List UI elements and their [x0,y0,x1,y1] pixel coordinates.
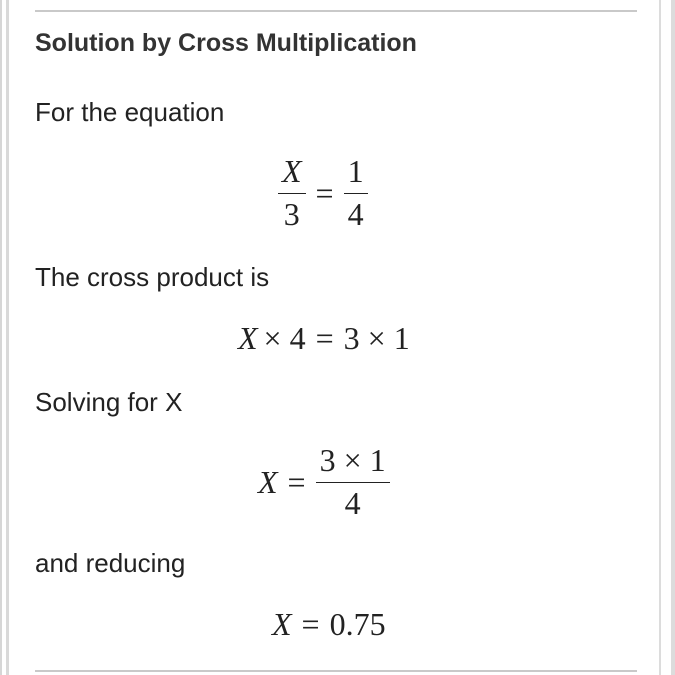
cross-lhs-rest: × 4 [263,320,306,356]
solving-denominator: 4 [344,485,361,522]
solving-equation [258,444,390,521]
section-title: Solution by Cross Multiplication [35,29,417,57]
result-variable: X [272,606,292,642]
solving-fraction [316,444,390,521]
equals-sign: = [315,320,334,356]
rhs-denominator: 4 [347,196,364,233]
solving-numerator: 3 × 1 [319,442,386,478]
cross-product-label: The cross product is [35,262,270,292]
solving-variable: X [258,463,278,500]
equals-sign: = [287,463,306,500]
bottom-divider [35,670,637,672]
lhs-numerator: X [282,153,302,189]
top-divider [35,10,637,12]
fraction-bar [344,193,368,195]
equation [278,155,368,232]
lhs-denominator: 3 [283,196,300,233]
equals-sign: = [315,174,334,211]
cross-lhs-variable: X [238,320,258,356]
result-equation [272,606,386,643]
lhs-fraction [278,155,306,232]
cross-rhs: 3 × 1 [343,320,410,356]
fraction-bar [316,482,390,484]
right-border [671,0,675,675]
solving-label: Solving for X [35,387,183,417]
result-value: 0.75 [329,606,386,642]
left-border [0,0,2,675]
intro-text: For the equation [35,97,225,127]
equals-sign: = [301,606,320,642]
cross-product-equation [238,320,410,357]
right-inner-border [659,0,661,675]
rhs-numerator: 1 [347,153,364,189]
left-inner-border [6,0,9,675]
fraction-bar [278,193,306,195]
rhs-fraction [344,155,368,232]
reducing-label: and reducing [35,548,186,578]
